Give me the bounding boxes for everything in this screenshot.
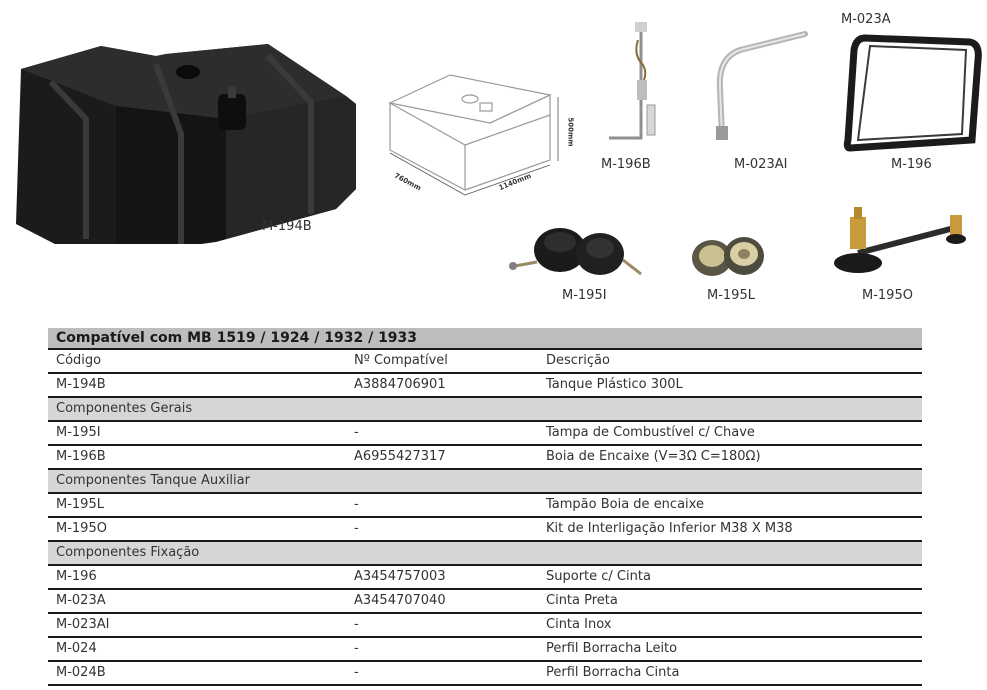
cell-desc: Boia de Encaixe (V=3Ω C=180Ω) <box>538 445 922 469</box>
cell-compat: - <box>346 517 538 541</box>
table-header-row <box>48 349 922 373</box>
cell-desc: Cinta Inox <box>538 613 922 637</box>
section-row <box>48 469 922 493</box>
product-image-m195i <box>505 222 645 287</box>
cell-compat: - <box>346 421 538 445</box>
section-label: Componentes Fixação <box>48 541 922 565</box>
cell-desc: Perfil Borracha Cinta <box>538 661 922 685</box>
cell-desc: Tanque Plástico 300L <box>538 373 922 397</box>
cell-code: M-023A <box>48 589 346 613</box>
cell-desc: Tampão Boia de encaixe <box>538 493 922 517</box>
product-image-m195l <box>688 232 768 282</box>
cell-compat: A3454707040 <box>346 589 538 613</box>
cell-desc: Tampa de Combustível c/ Chave <box>538 421 922 445</box>
product-image-m194b <box>6 24 356 244</box>
tank-dimension-drawing <box>380 55 575 215</box>
caption-m195l: M-195L <box>707 288 755 303</box>
caption-m196: M-196 <box>891 157 932 172</box>
cell-compat: - <box>346 613 538 637</box>
cell-code: M-194B <box>48 373 346 397</box>
cell-code: M-023AI <box>48 613 346 637</box>
cell-code: M-024B <box>48 661 346 685</box>
table-row <box>48 661 922 685</box>
compatibility-table <box>48 328 922 686</box>
cell-code: M-196B <box>48 445 346 469</box>
product-image-m196 <box>840 30 985 155</box>
cell-code: M-195I <box>48 421 346 445</box>
table-row <box>48 613 922 637</box>
section-label: Componentes Gerais <box>48 397 922 421</box>
cell-compat: A3884706901 <box>346 373 538 397</box>
cell-code: M-024 <box>48 637 346 661</box>
header-code: Código <box>48 349 346 373</box>
cell-desc: Kit de Interligação Inferior M38 X M38 <box>538 517 922 541</box>
cell-desc: Perfil Borracha Leito <box>538 637 922 661</box>
table-row <box>48 445 922 469</box>
cell-desc: Cinta Preta <box>538 589 922 613</box>
caption-m194b: M-194B <box>262 219 312 234</box>
table-title: Compatível com MB 1519 / 1924 / 1932 / 1933 <box>48 328 922 349</box>
cell-compat: A6955427317 <box>346 445 538 469</box>
cell-desc: Suporte c/ Cinta <box>538 565 922 589</box>
table-row <box>48 493 922 517</box>
dim-length-label: 1140mm <box>497 171 533 193</box>
product-image-m195o <box>828 205 973 285</box>
cell-compat: - <box>346 637 538 661</box>
cell-code: M-196 <box>48 565 346 589</box>
cell-compat: A3454757003 <box>346 565 538 589</box>
dim-height-label: 500mm <box>566 117 575 147</box>
cell-compat: - <box>346 661 538 685</box>
table-title-row <box>48 328 922 349</box>
table-row <box>48 637 922 661</box>
caption-m195i: M-195I <box>562 288 607 303</box>
header-compat: Nº Compatível <box>346 349 538 373</box>
caption-m023ai: M-023AI <box>734 157 788 172</box>
cell-code: M-195O <box>48 517 346 541</box>
product-image-m196b <box>605 20 665 145</box>
dim-width-label: 760mm <box>392 171 423 193</box>
caption-m196b: M-196B <box>601 157 651 172</box>
caption-m023a: M-023A <box>841 12 891 27</box>
cell-compat: - <box>346 493 538 517</box>
table-row <box>48 589 922 613</box>
table-row <box>48 517 922 541</box>
table-row <box>48 373 922 397</box>
section-row <box>48 541 922 565</box>
section-label: Componentes Tanque Auxiliar <box>48 469 922 493</box>
table-row <box>48 565 922 589</box>
table-row <box>48 421 922 445</box>
cell-code: M-195L <box>48 493 346 517</box>
section-row <box>48 397 922 421</box>
caption-m195o: M-195O <box>862 288 913 303</box>
header-desc: Descrição <box>538 349 922 373</box>
product-image-m023ai <box>710 28 810 143</box>
